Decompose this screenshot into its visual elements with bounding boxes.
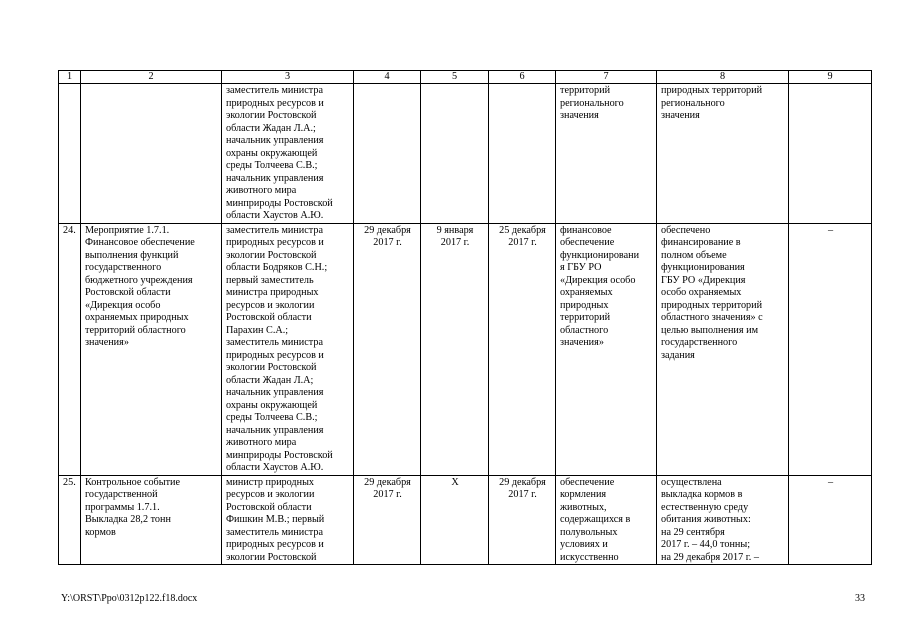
result-plan-cell [556, 223, 657, 475]
date-plan-cell [354, 475, 421, 565]
row-number-cell [59, 84, 81, 224]
responsible-text: министр природных ресурсов и экологии Ростовской области Фишкин М.В.; первый заместитель министра природных ресурсов и экологии Ростовской [226, 476, 325, 563]
column-number: 4 [354, 71, 421, 84]
result-plan-cell [556, 84, 657, 224]
date-fact: Х [451, 476, 459, 488]
note-cell [789, 84, 872, 224]
measure-text: Мероприятие 1.7.1. Финансовое обеспечение выполнения функций государственного бюджетного учреждения Ростовской области «Дирекция особо охраняемых природных территорий областного значения» [85, 224, 195, 348]
date-plan-cell [354, 223, 421, 475]
row-number: 24. [63, 224, 76, 236]
column-number: 7 [556, 71, 657, 84]
date-fact: 9 января 2017 г. [436, 224, 474, 248]
row-number-cell [59, 475, 81, 565]
measure-cell [81, 84, 222, 224]
responsible-cell [222, 475, 354, 565]
date-fact-cell [421, 84, 489, 224]
column-number: 3 [222, 71, 354, 84]
result-fact-cell [657, 223, 789, 475]
table-row [59, 84, 872, 224]
result-fact-text: обеспечено финансирование в полном объеме функционирования ГБУ РО «Дирекция особо охраняемых природных территорий областного значения» с целью выполнения им государственного задания [661, 224, 763, 361]
file-path: Y:\ORST\Ppo\0312p122.f18.docx [61, 593, 198, 604]
date-fact-cell [421, 475, 489, 565]
column-number-row [59, 71, 872, 84]
report-table [58, 70, 872, 565]
date-fact-cell [421, 223, 489, 475]
responsible-text: заместитель министра природных ресурсов и экологии Ростовской области Жадан Л.А.; начальник управления охраны окружающей среды Толчеева С.В.; начальник управления животного мира минприроды Ростовской области Хаустов А.Ю. [226, 85, 333, 221]
date-plan-cell [354, 84, 421, 224]
note-text: – [827, 476, 834, 488]
responsible-cell [222, 223, 354, 475]
table-row [59, 475, 872, 565]
result-fact-text: осуществлена выкладка кормов в естественную среду обитания животных: на 29 сентября 2017 г. – 44,0 тонны; на 29 декабря 2017 г. – [661, 476, 759, 563]
note-cell [789, 475, 872, 565]
table-row [59, 223, 872, 475]
date-plan: 29 декабря 2017 г. [364, 224, 411, 248]
result-fact-cell [657, 84, 789, 224]
date-actual: 25 декабря 2017 г. [499, 224, 546, 248]
date-actual-cell [489, 223, 556, 475]
date-actual-cell [489, 84, 556, 224]
result-plan-cell [556, 475, 657, 565]
row-number: 25. [63, 476, 76, 488]
measure-cell [81, 475, 222, 565]
column-number: 1 [59, 71, 81, 84]
responsible-text: заместитель министра природных ресурсов и экологии Ростовской области Бодряков С.Н.; первый заместитель министра природных ресурсов и экологии Ростовской области Парахин С.А.; заместитель министра природных ресурсов и экологии Ростовской области Жадан Л.А; начальник управления охраны окружающей среды Толчеева С.В.; начальник управления животного мира минприроды Ростовской области Хаустов А.Ю. [226, 224, 333, 473]
note-text: – [827, 224, 834, 236]
note-cell [789, 223, 872, 475]
column-number: 2 [81, 71, 222, 84]
column-number: 5 [421, 71, 489, 84]
result-fact-text: природных территорий регионального значения [661, 85, 763, 121]
responsible-cell [222, 84, 354, 224]
column-number: 8 [657, 71, 789, 84]
date-actual-cell [489, 475, 556, 565]
column-number: 9 [789, 71, 872, 84]
row-number-cell [59, 223, 81, 475]
result-plan-text: территорий регионального значения [560, 85, 624, 121]
page-number: 33 [855, 593, 865, 604]
measure-cell [81, 223, 222, 475]
date-actual: 29 декабря 2017 г. [499, 476, 546, 500]
result-plan-text: обеспечение кормления животных, содержащихся в полувольных условиях и искусственно [560, 476, 631, 563]
result-plan-text: финансовое обеспечение функционировани я ГБУ РО «Дирекция особо охраняемых природных территорий областного значения» [560, 224, 640, 348]
measure-text: Контрольное событие государственной программы 1.7.1. Выкладка 28,2 тонн кормов [85, 476, 180, 538]
column-number: 6 [489, 71, 556, 84]
result-fact-cell [657, 475, 789, 565]
date-plan: 29 декабря 2017 г. [364, 476, 411, 500]
